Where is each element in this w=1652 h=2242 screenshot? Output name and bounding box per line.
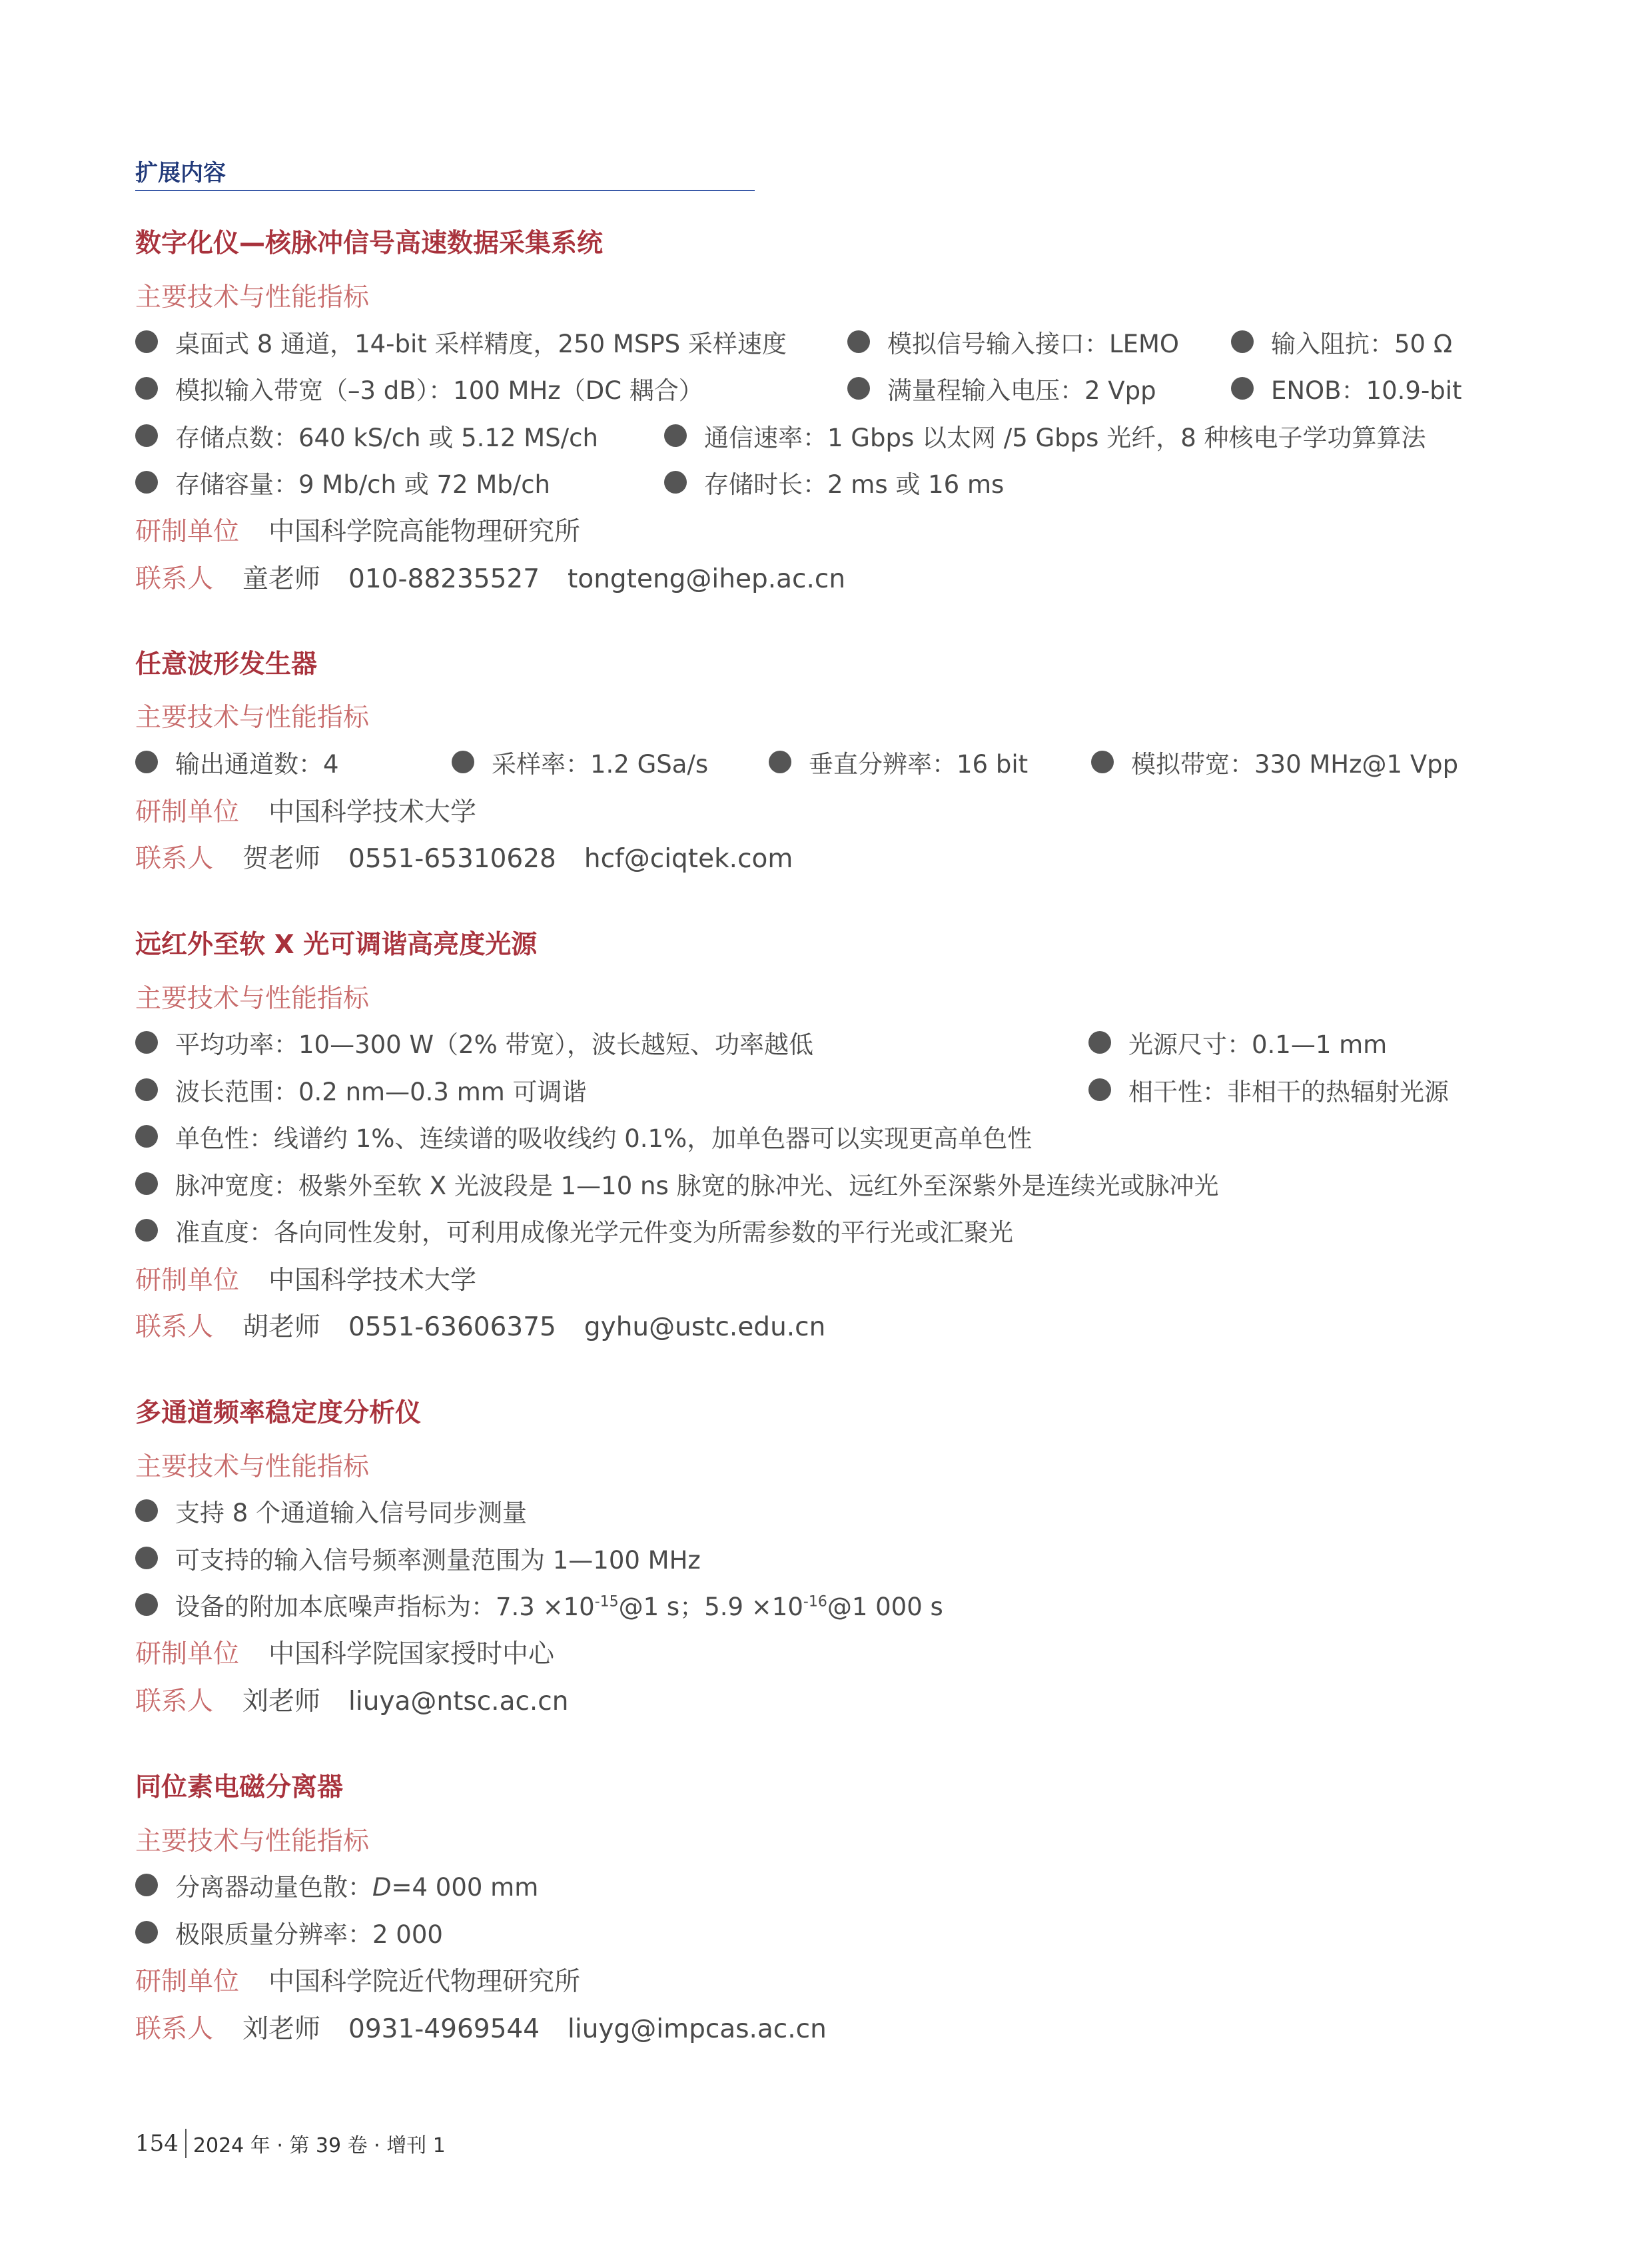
spec-item: 相干性：非相干的热辐射光源 — [1088, 1072, 1449, 1108]
spec-item: 模拟带宽：330 MHz@1 Vpp — [1091, 744, 1458, 780]
spec-item: 支持 8 个通道输入信号同步测量 — [135, 1493, 527, 1529]
spec-item: ENOB：10.9-bit — [1231, 370, 1462, 406]
unit-label: 研制单位 — [135, 1266, 240, 1296]
unit-line — [135, 1961, 608, 1998]
bullet-icon — [1231, 330, 1254, 353]
page-number: 154 — [135, 2130, 179, 2157]
contact-email: liuya@ntsc.ac.cn — [348, 1686, 569, 1716]
bullet-icon — [135, 1547, 158, 1569]
contact-phone: 0551-65310628 — [348, 844, 556, 874]
spec-item: 脉冲宽度：极紫外至软 X 光波段是 1—10 ns 脉宽的脉冲光、远红外至深紫外是连续光或脉冲光 — [135, 1166, 1219, 1202]
spec-item: 采样率：1.2 GSa/s — [452, 744, 708, 780]
bullet-icon — [769, 751, 791, 773]
contact-phone: 0551-63606375 — [348, 1312, 556, 1342]
bullet-icon — [847, 377, 870, 400]
unit-name: 中国科学院高能物理研究所 — [268, 517, 581, 547]
section-header-label: 扩展内容 — [135, 160, 226, 187]
contact-name: 童老师 — [242, 564, 321, 594]
issue-info: 2024 年 · 第 39 卷 · 增刊 1 — [193, 2134, 446, 2157]
contact-line — [135, 838, 821, 875]
section-title: 同位素电磁分离器 — [135, 1772, 344, 1802]
spec-item: 桌面式 8 通道，14-bit 采样精度，250 MSPS 采样速度 — [135, 324, 787, 360]
spec-item: 波长范围：0.2 nm—0.3 mm 可调谐 — [135, 1072, 587, 1108]
header-divider — [135, 190, 755, 191]
bullet-icon — [135, 1078, 158, 1101]
contact-email: gyhu@ustc.edu.cn — [584, 1312, 826, 1342]
spec-item: 模拟输入带宽（–3 dB）：100 MHz（DC 耦合） — [135, 370, 703, 406]
spec-item: 单色性：线谱约 1%、连续谱的吸收线约 0.1%，加单色器可以实现更高单色性 — [135, 1118, 1032, 1154]
contact-line — [135, 1681, 596, 1718]
contact-label: 联系人 — [135, 844, 214, 874]
section-title: 多通道频率稳定度分析仪 — [135, 1398, 422, 1428]
spec-item: 满量程输入电压：2 Vpp — [847, 370, 1156, 406]
bullet-icon — [1088, 1078, 1111, 1101]
contact-label: 联系人 — [135, 1312, 214, 1342]
section-title: 数字化仪—核脉冲信号高速数据采集系统 — [135, 228, 604, 258]
unit-line — [135, 791, 504, 829]
bullet-icon — [1091, 751, 1114, 773]
bullet-icon — [135, 1499, 158, 1522]
unit-line — [135, 1633, 582, 1671]
contact-line — [135, 1306, 853, 1343]
spec-item: 模拟信号输入接口：LEMO — [847, 324, 1179, 360]
unit-line — [135, 511, 608, 548]
spec-item: 可支持的输入信号频率测量范围为 1—100 MHz — [135, 1540, 701, 1576]
spec-item: 光源尺寸：0.1—1 mm — [1088, 1024, 1387, 1060]
spec-item: 存储点数：640 kS/ch 或 5.12 MS/ch — [135, 418, 598, 454]
bullet-icon — [135, 377, 158, 400]
contact-name: 胡老师 — [242, 1312, 321, 1342]
unit-line — [135, 1260, 504, 1297]
spec-item: 输出通道数：4 — [135, 744, 339, 780]
unit-label: 研制单位 — [135, 517, 240, 547]
spec-item: 平均功率：10—300 W（2% 带宽），波长越短、功率越低 — [135, 1024, 813, 1060]
spec-item: 准直度：各向同性发射，可利用成像光学元件变为所需参数的平行光或汇聚光 — [135, 1212, 1013, 1248]
section-subtitle: 主要技术与性能指标 — [135, 1452, 370, 1482]
contact-name: 刘老师 — [242, 2014, 321, 2044]
contact-email: liuyg@impcas.ac.cn — [568, 2014, 827, 2044]
unit-name: 中国科学技术大学 — [268, 1266, 477, 1296]
bullet-icon — [1231, 377, 1254, 400]
bullet-icon — [135, 424, 158, 447]
contact-phone: 0931-4969544 — [348, 2014, 540, 2044]
bullet-icon — [135, 1172, 158, 1195]
bullet-icon — [135, 330, 158, 353]
footer-divider — [185, 2129, 187, 2158]
spec-item: 通信速率：1 Gbps 以太网 /5 Gbps 光纤，8 种核电子学功算算法 — [664, 418, 1426, 454]
page-footer — [135, 2129, 446, 2158]
unit-name: 中国科学技术大学 — [268, 797, 477, 827]
spec-item-dispersion: 分离器动量色散：D=4 000 mm — [135, 1867, 538, 1903]
spec-item: 输入阻抗：50 Ω — [1231, 324, 1452, 360]
bullet-icon — [664, 471, 687, 494]
unit-name: 中国科学院近代物理研究所 — [268, 1967, 581, 1997]
bullet-icon — [135, 1219, 158, 1242]
spec-item: 存储时长：2 ms 或 16 ms — [664, 464, 1004, 500]
section-title: 远红外至软 X 光可调谐高亮度光源 — [135, 930, 538, 960]
section-subtitle: 主要技术与性能指标 — [135, 282, 370, 312]
section-title: 任意波形发生器 — [135, 649, 318, 679]
bullet-icon — [847, 330, 870, 353]
bullet-icon — [664, 424, 687, 447]
contact-line — [135, 558, 873, 595]
bullet-icon — [135, 471, 158, 494]
contact-line — [135, 2008, 855, 2046]
spec-item-noise: 设备的附加本底噪声指标为：$7.3 \times 10^{-15}@1$ s；$5.9 \times 10^{-16}@1$ 000 s — [135, 1587, 943, 1623]
section-subtitle: 主要技术与性能指标 — [135, 703, 370, 733]
unit-label: 研制单位 — [135, 797, 240, 827]
unit-name: 中国科学院国家授时中心 — [268, 1639, 555, 1669]
section-subtitle: 主要技术与性能指标 — [135, 1826, 370, 1856]
contact-phone: 010-88235527 — [348, 564, 540, 594]
bullet-icon — [1088, 1031, 1111, 1054]
bullet-icon — [135, 1031, 158, 1054]
unit-label: 研制单位 — [135, 1967, 240, 1997]
contact-label: 联系人 — [135, 2014, 214, 2044]
bullet-icon — [135, 1921, 158, 1944]
contact-label: 联系人 — [135, 564, 214, 594]
contact-name: 贺老师 — [242, 844, 321, 874]
spec-item: 极限质量分辨率：2 000 — [135, 1914, 443, 1950]
unit-label: 研制单位 — [135, 1639, 240, 1669]
contact-email: tongteng@ihep.ac.cn — [568, 564, 846, 594]
contact-name: 刘老师 — [242, 1686, 321, 1716]
bullet-icon — [135, 1125, 158, 1148]
section-subtitle: 主要技术与性能指标 — [135, 984, 370, 1014]
spec-item: 垂直分辨率：16 bit — [769, 744, 1028, 780]
bullet-icon — [135, 1593, 158, 1616]
bullet-icon — [452, 751, 474, 773]
bullet-icon — [135, 751, 158, 773]
contact-email: hcf@ciqtek.com — [584, 844, 793, 874]
spec-item: 存储容量：9 Mb/ch 或 72 Mb/ch — [135, 464, 550, 500]
bullet-icon — [135, 1874, 158, 1896]
contact-label: 联系人 — [135, 1686, 214, 1716]
